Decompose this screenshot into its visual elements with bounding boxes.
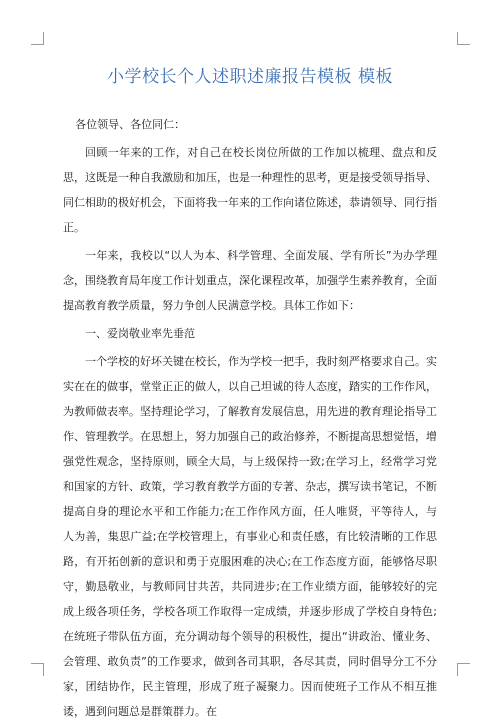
- paragraph-intro: 回顾一年来的工作，对自己在校长岗位所做的工作加以梳理、盘点和反思，这既是一种自我激励和加压，也是一种理性的思考，更是接受领导指导、同仁相助的极好机会，下面将我一年来的工作向诸位陈述，恭请领导、同行指正。: [63, 146, 437, 234]
- salutation: 各位领导、各位同仁：: [75, 118, 186, 131]
- section-heading: 一、爱岗敬业率先垂范: [85, 327, 195, 340]
- crop-mark-bottom-right: [457, 663, 470, 676]
- paragraph-leadership: 一个学校的好坏关键在校长，作为学校一把手，我时刻严格要求自己。实实在在的做事，堂堂正正的做人，以自己坦诚的待人态度，踏实的工作作风，为教师做表率。坚持理论学习，了解教育发展信息，用先进的教育理论指导工作、管理教学。在思想上，努力加强自己的政治修养，不断提高思想觉悟，增强党性观念，坚持原则，顾全大局，与上级保持一致;在学习上，经常学习党和国家的方针、政策，学习教育教学方面的专著、杂志，撰写读书笔记，不断提高自身的理论水平和工作能力;在工作作风方面，任人唯贤，平等待人，与人为善，集思广益;在学校管理上，有事业心和责任感，有比较清晰的工作思路，有开拓创新的意识和勇于克服困难的决心;在工作态度方面，能够恪尽职守，勤恳敬业，与教师同甘共苦，共同进步;在工作业绩方面，能够较好的完成上级各项任务，学校各项工作取得一定成绩，并逐步形成了学校自身特色;在统班子带队伍方面，充分调动每个领导的积极性，提出“讲政治、懂业务、会管理、敢负责”的工作要求，做到各司其职，各尽其责，同时倡导分工不分家，团结协作，民主管理，形成了班子凝聚力。因而使班子工作从不相互推诿，遇到问题总是群策群力。在: [63, 355, 437, 718]
- crop-mark-top-right: [457, 32, 470, 45]
- crop-mark-bottom-left: [31, 663, 44, 676]
- crop-mark-top-left: [31, 32, 44, 45]
- document-title: 小学校长个人述职述廉报告模板 模板: [107, 67, 393, 87]
- document-body: [63, 112, 437, 727]
- paragraph-philosophy: 一年来，我校以“以人为本、科学管理、全面发展、学有所长”为办学理念，围绕教育局年度工作计划重点，深化课程改革，加强学生素养教育，全面提高教育教学质量，努力争创人民满意学校。具体工作如下：: [63, 249, 437, 312]
